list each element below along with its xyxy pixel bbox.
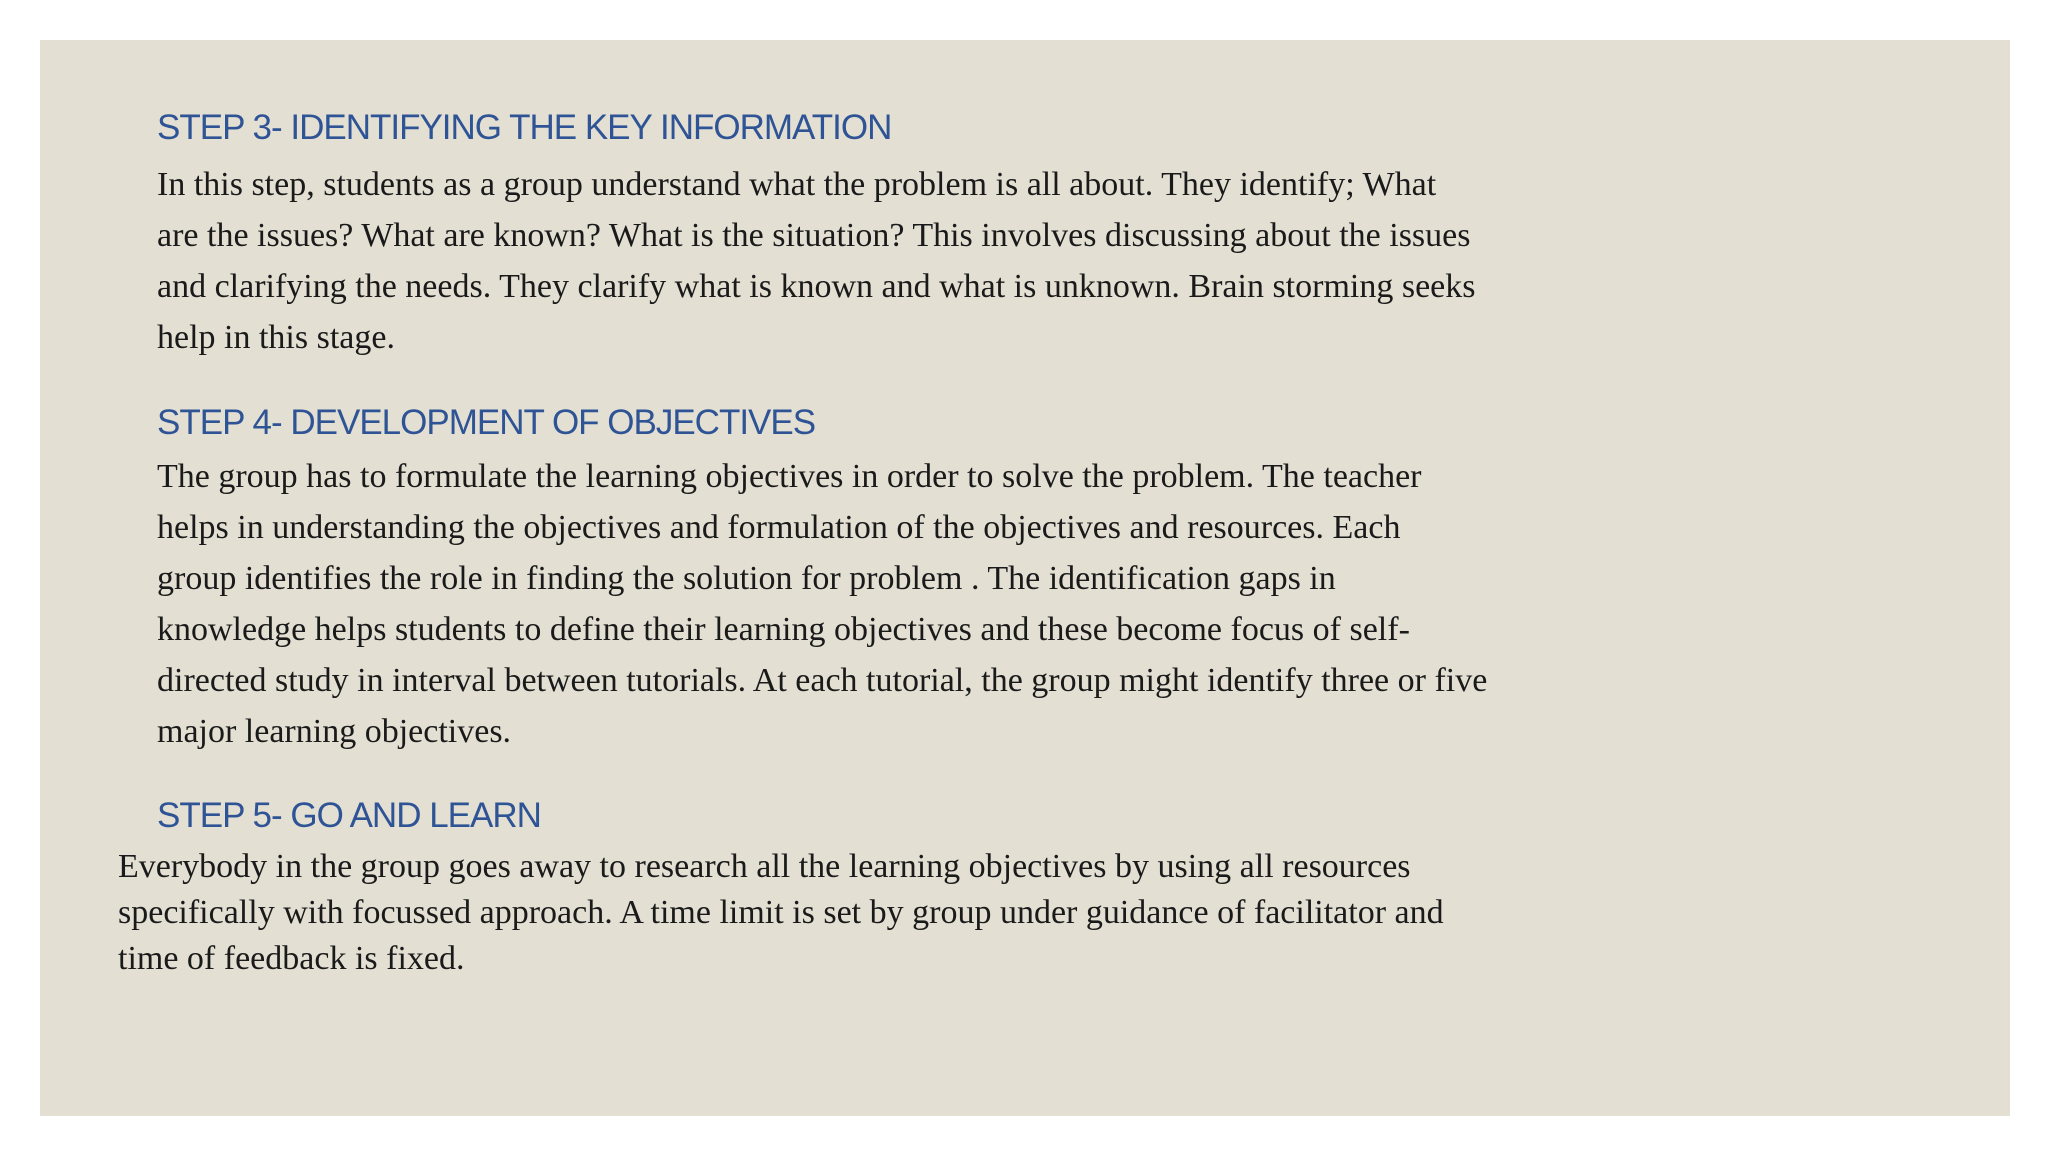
step5-body: Everybody in the group goes away to research all the learning objectives by using all resources specifically with focussed approach. A time limit is set by group under guidance of facilitator and time of feedback is fixed. (118, 848, 1444, 977)
step4-body: The group has to formulate the learning objectives in order to solve the problem. The teacher helps in understanding the objectives and formulation of the objectives and resources. Each group identifies the role in finding the solution for problem . The identification gaps in knowledge helps students to define their learning objectives and these become focus of self- directed study in interval between tutorials. At each tutorial, the group might identify three or five major learning objectives. (157, 458, 1488, 750)
step5-heading: STEP 5- GO AND LEARN (157, 796, 541, 835)
slide (40, 40, 2010, 1116)
step3-heading: STEP 3- IDENTIFYING THE KEY INFORMATION (157, 108, 892, 147)
step3-body: In this step, students as a group understand what the problem is all about. They identify; What are the issues? What are known? What is the situation? This involves discussing about the issues and clarifying the needs. They clarify what is known and what is unknown. Brain storming seeks help in this stage. (157, 166, 1476, 356)
step4-heading: STEP 4- DEVELOPMENT OF OBJECTIVES (157, 403, 816, 442)
